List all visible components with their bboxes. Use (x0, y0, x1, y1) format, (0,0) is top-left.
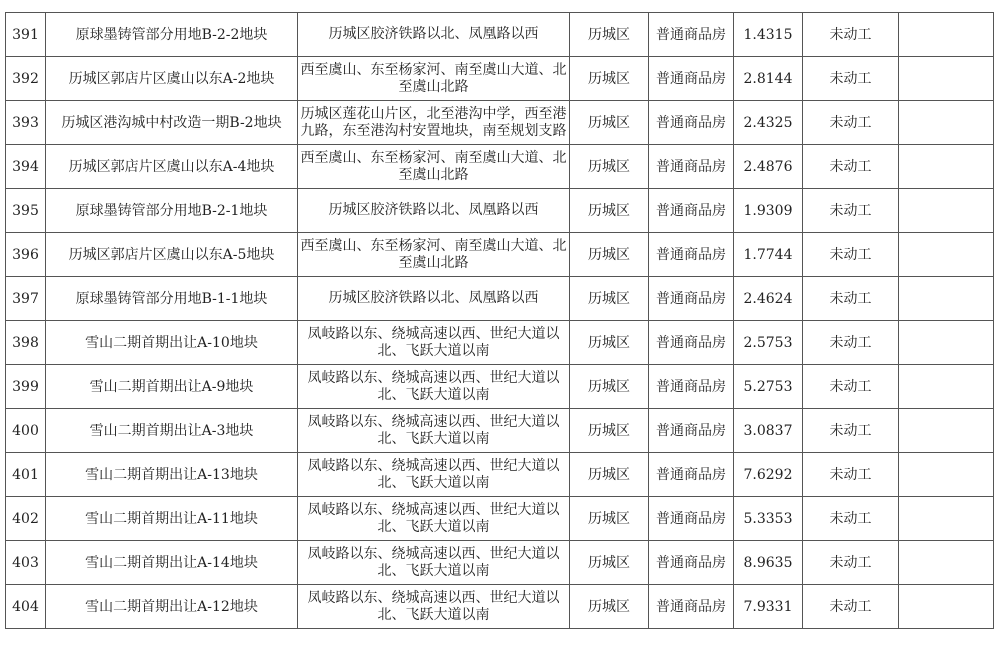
status-cell: 未动工 (803, 277, 899, 321)
status-cell: 未动工 (803, 365, 899, 409)
row-number-cell: 399 (6, 365, 46, 409)
note-cell (899, 453, 994, 497)
usage-type-cell: 普通商品房 (649, 57, 734, 101)
table-row (6, 365, 994, 409)
district-cell: 历城区 (570, 453, 649, 497)
area-cell: 7.9331 (734, 585, 803, 629)
row-number-cell: 393 (6, 101, 46, 145)
status-cell: 未动工 (803, 541, 899, 585)
usage-type-cell: 普通商品房 (649, 585, 734, 629)
parcel-location-cell: 凤岐路以东、绕城高速以西、世纪大道以北、飞跃大道以南 (298, 497, 570, 541)
area-cell: 2.4624 (734, 277, 803, 321)
parcel-location-cell: 凤岐路以东、绕城高速以西、世纪大道以北、飞跃大道以南 (298, 453, 570, 497)
district-cell: 历城区 (570, 13, 649, 57)
note-cell (899, 541, 994, 585)
parcel-location-cell: 西至虞山、东至杨家河、南至虞山大道、北至虞山北路 (298, 233, 570, 277)
status-cell: 未动工 (803, 497, 899, 541)
district-cell: 历城区 (570, 497, 649, 541)
parcel-name-cell: 雪山二期首期出让A-9地块 (46, 365, 298, 409)
usage-type-cell: 普通商品房 (649, 13, 734, 57)
table-row (6, 453, 994, 497)
note-cell (899, 57, 994, 101)
parcel-name-cell: 历城区郭店片区虞山以东A-4地块 (46, 145, 298, 189)
usage-type-cell: 普通商品房 (649, 321, 734, 365)
usage-type-cell: 普通商品房 (649, 145, 734, 189)
usage-type-cell: 普通商品房 (649, 541, 734, 585)
parcel-location-cell: 凤岐路以东、绕城高速以西、世纪大道以北、飞跃大道以南 (298, 365, 570, 409)
district-cell: 历城区 (570, 409, 649, 453)
parcel-name-cell: 历城区郭店片区虞山以东A-5地块 (46, 233, 298, 277)
area-cell: 1.4315 (734, 13, 803, 57)
district-cell: 历城区 (570, 541, 649, 585)
note-cell (899, 145, 994, 189)
status-cell: 未动工 (803, 145, 899, 189)
parcel-location-cell: 西至虞山、东至杨家河、南至虞山大道、北至虞山北路 (298, 57, 570, 101)
row-number-cell: 394 (6, 145, 46, 189)
table-row (6, 585, 994, 629)
area-cell: 2.4876 (734, 145, 803, 189)
table-row (6, 541, 994, 585)
status-cell: 未动工 (803, 101, 899, 145)
parcel-name-cell: 历城区郭店片区虞山以东A-2地块 (46, 57, 298, 101)
row-number-cell: 398 (6, 321, 46, 365)
parcel-name-cell: 历城区港沟城中村改造一期B-2地块 (46, 101, 298, 145)
table-body (6, 13, 994, 629)
row-number-cell: 402 (6, 497, 46, 541)
row-number-cell: 391 (6, 13, 46, 57)
parcel-location-cell: 凤岐路以东、绕城高速以西、世纪大道以北、飞跃大道以南 (298, 321, 570, 365)
area-cell: 2.4325 (734, 101, 803, 145)
row-number-cell: 403 (6, 541, 46, 585)
table-row (6, 145, 994, 189)
usage-type-cell: 普通商品房 (649, 101, 734, 145)
status-cell: 未动工 (803, 585, 899, 629)
usage-type-cell: 普通商品房 (649, 233, 734, 277)
district-cell: 历城区 (570, 321, 649, 365)
area-cell: 2.5753 (734, 321, 803, 365)
parcel-name-cell: 原球墨铸管部分用地B-2-1地块 (46, 189, 298, 233)
parcel-location-cell: 凤岐路以东、绕城高速以西、世纪大道以北、飞跃大道以南 (298, 541, 570, 585)
district-cell: 历城区 (570, 233, 649, 277)
status-cell: 未动工 (803, 189, 899, 233)
district-cell: 历城区 (570, 365, 649, 409)
parcel-name-cell: 雪山二期首期出让A-11地块 (46, 497, 298, 541)
row-number-cell: 395 (6, 189, 46, 233)
area-cell: 2.8144 (734, 57, 803, 101)
parcel-name-cell: 雪山二期首期出让A-13地块 (46, 453, 298, 497)
area-cell: 1.7744 (734, 233, 803, 277)
status-cell: 未动工 (803, 57, 899, 101)
table-row (6, 321, 994, 365)
table-row (6, 189, 994, 233)
note-cell (899, 497, 994, 541)
row-number-cell: 404 (6, 585, 46, 629)
parcel-location-cell: 凤岐路以东、绕城高速以西、世纪大道以北、飞跃大道以南 (298, 409, 570, 453)
parcel-location-cell: 历城区莲花山片区，北至港沟中学，西至港九路，东至港沟村安置地块，南至规划支路 (298, 101, 570, 145)
parcel-location-cell: 历城区胶济铁路以北、凤凰路以西 (298, 277, 570, 321)
area-cell: 3.0837 (734, 409, 803, 453)
table-row (6, 497, 994, 541)
table-row (6, 409, 994, 453)
table-row (6, 13, 994, 57)
area-cell: 7.6292 (734, 453, 803, 497)
table-row (6, 57, 994, 101)
usage-type-cell: 普通商品房 (649, 189, 734, 233)
parcel-name-cell: 原球墨铸管部分用地B-1-1地块 (46, 277, 298, 321)
usage-type-cell: 普通商品房 (649, 497, 734, 541)
parcel-location-cell: 历城区胶济铁路以北、凤凰路以西 (298, 13, 570, 57)
note-cell (899, 101, 994, 145)
note-cell (899, 13, 994, 57)
parcel-name-cell: 雪山二期首期出让A-14地块 (46, 541, 298, 585)
row-number-cell: 397 (6, 277, 46, 321)
row-number-cell: 401 (6, 453, 46, 497)
row-number-cell: 400 (6, 409, 46, 453)
district-cell: 历城区 (570, 277, 649, 321)
table-row (6, 277, 994, 321)
note-cell (899, 585, 994, 629)
district-cell: 历城区 (570, 57, 649, 101)
note-cell (899, 365, 994, 409)
note-cell (899, 321, 994, 365)
table-row (6, 101, 994, 145)
parcel-name-cell: 雪山二期首期出让A-10地块 (46, 321, 298, 365)
note-cell (899, 277, 994, 321)
status-cell: 未动工 (803, 453, 899, 497)
row-number-cell: 392 (6, 57, 46, 101)
area-cell: 1.9309 (734, 189, 803, 233)
note-cell (899, 189, 994, 233)
usage-type-cell: 普通商品房 (649, 365, 734, 409)
area-cell: 8.9635 (734, 541, 803, 585)
status-cell: 未动工 (803, 321, 899, 365)
parcel-location-cell: 西至虞山、东至杨家河、南至虞山大道、北至虞山北路 (298, 145, 570, 189)
area-cell: 5.3353 (734, 497, 803, 541)
usage-type-cell: 普通商品房 (649, 277, 734, 321)
land-parcel-table (5, 12, 994, 629)
parcel-location-cell: 历城区胶济铁路以北、凤凰路以西 (298, 189, 570, 233)
note-cell (899, 409, 994, 453)
district-cell: 历城区 (570, 145, 649, 189)
usage-type-cell: 普通商品房 (649, 409, 734, 453)
status-cell: 未动工 (803, 409, 899, 453)
note-cell (899, 233, 994, 277)
district-cell: 历城区 (570, 189, 649, 233)
usage-type-cell: 普通商品房 (649, 453, 734, 497)
status-cell: 未动工 (803, 233, 899, 277)
table-row (6, 233, 994, 277)
area-cell: 5.2753 (734, 365, 803, 409)
parcel-location-cell: 凤岐路以东、绕城高速以西、世纪大道以北、飞跃大道以南 (298, 585, 570, 629)
row-number-cell: 396 (6, 233, 46, 277)
status-cell: 未动工 (803, 13, 899, 57)
district-cell: 历城区 (570, 101, 649, 145)
parcel-name-cell: 雪山二期首期出让A-12地块 (46, 585, 298, 629)
parcel-name-cell: 原球墨铸管部分用地B-2-2地块 (46, 13, 298, 57)
district-cell: 历城区 (570, 585, 649, 629)
parcel-name-cell: 雪山二期首期出让A-3地块 (46, 409, 298, 453)
